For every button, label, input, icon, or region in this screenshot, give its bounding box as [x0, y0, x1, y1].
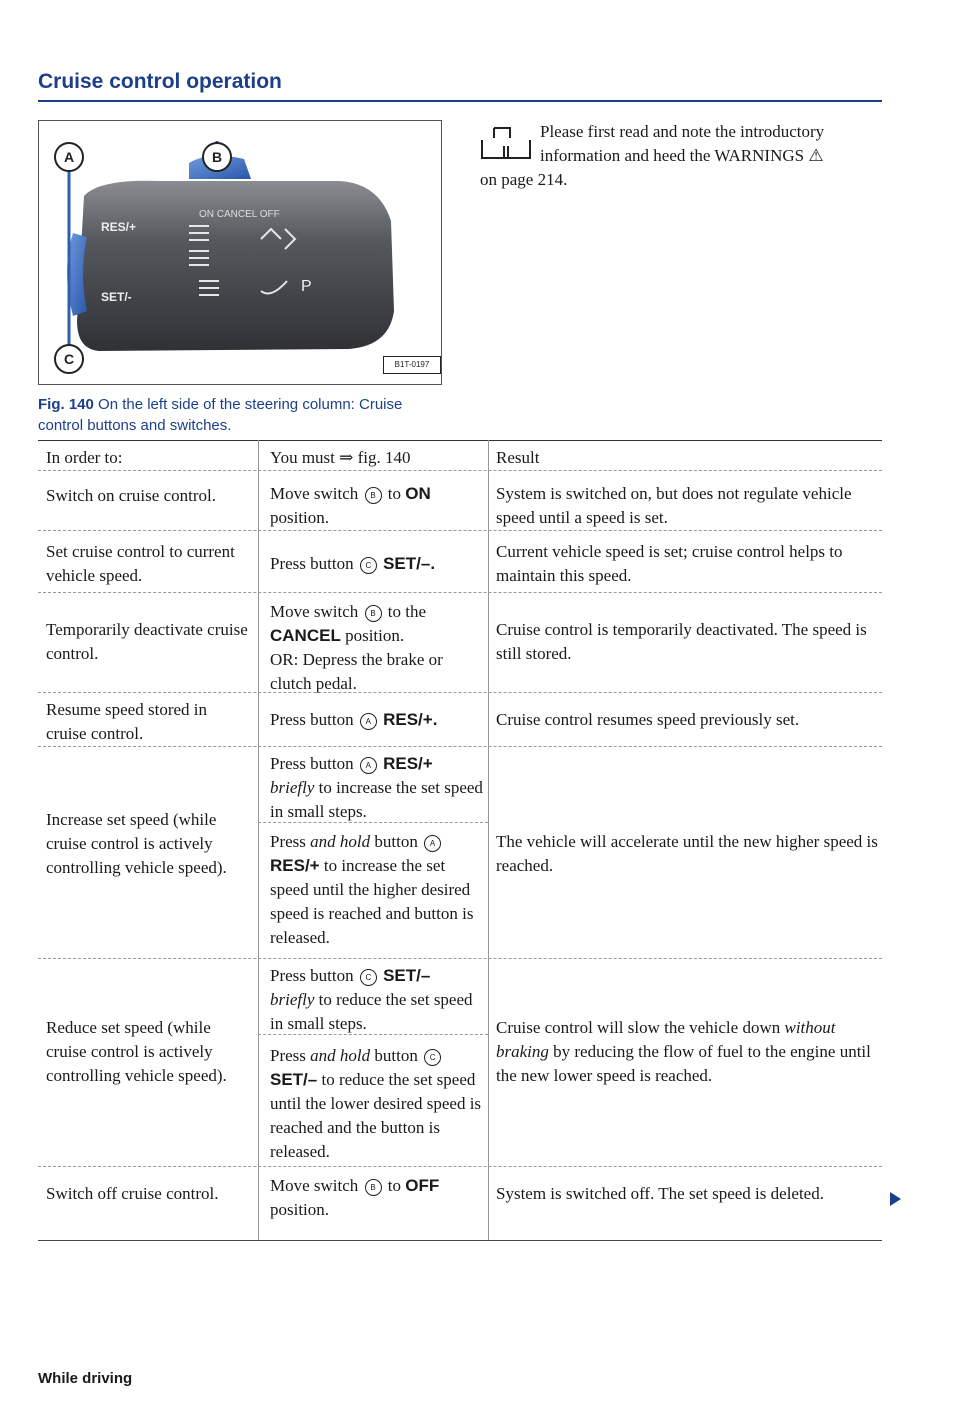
header-col-3: Result	[496, 448, 540, 467]
row-6-button-label-1: SET/–	[383, 966, 431, 985]
note-line-1: Please first read and note the introductory	[540, 122, 825, 141]
row-6-how1-em: briefly	[270, 990, 315, 1009]
row-7-how-c: position.	[270, 1200, 330, 1219]
row-6-result-a: Cruise control will slow the vehicle down	[496, 1018, 781, 1037]
figure-caption-text: On the left side of the steering column: Cruise control buttons and switches.	[38, 396, 403, 434]
row-4-how	[270, 708, 485, 732]
set-label: SET/-	[101, 290, 132, 304]
row-3-or: OR:	[270, 650, 299, 669]
row-6-result-em: without braking	[496, 1018, 836, 1061]
callout-b-icon: B	[365, 1179, 382, 1196]
row-5-how1-a: Press button	[270, 754, 354, 773]
row-7-action: Switch off cruise control.	[46, 1184, 219, 1203]
callout-c-icon: C	[360, 969, 377, 986]
callout-c-icon: C	[424, 1049, 441, 1066]
row-5-how2-b: button	[374, 832, 418, 851]
callout-b-icon: B	[365, 605, 382, 622]
row-6-how1-b: to reduce the set speed in small steps.	[270, 990, 473, 1033]
row-2-action: Set cruise control to current vehicle speed.	[46, 542, 235, 585]
row-3-action: Temporarily deactivate cruise control.	[46, 620, 248, 663]
continue-arrow-icon	[890, 1192, 901, 1206]
row-1-how	[270, 482, 485, 530]
row-2-button-label: SET/–.	[383, 554, 436, 573]
row-6-how-2	[270, 1044, 485, 1164]
col-sep-2	[488, 440, 489, 1240]
row-5-how-2	[270, 830, 485, 950]
callout-c	[55, 345, 83, 373]
row-7-how-a: Move switch	[270, 1176, 359, 1195]
row-6-action: Reduce set speed (while cruise control is actively controlling vehicle speed).	[46, 1018, 227, 1085]
row-5-how1-b: to increase the set speed in small steps.	[270, 778, 483, 821]
row-1-result: System is switched on, but does not regulate vehicle speed until a speed is set.	[496, 484, 852, 527]
row-1-how-b: to	[387, 484, 402, 503]
row-1-switch-label: ON	[405, 484, 431, 503]
row-3-how-d: Depress the brake or clutch pedal.	[270, 650, 443, 693]
note-line-2	[480, 144, 890, 168]
row-5-result: The vehicle will accelerate until the new higher speed is reached.	[496, 832, 878, 875]
lever-illustration	[39, 121, 441, 384]
row-6-button-label-2: SET/–	[270, 1070, 318, 1089]
row-2-how	[270, 552, 485, 576]
note-line-2-text: information and heed the WARNINGS	[540, 146, 805, 165]
title-rule	[38, 100, 882, 102]
note-line-3: on page 214.	[480, 170, 568, 189]
row-7-result: System is switched off. The set speed is deleted.	[496, 1184, 824, 1203]
on-cancel-off-label: ON CANCEL OFF	[199, 209, 280, 220]
row-3-how-c: position.	[345, 626, 405, 645]
row-2-result: Current vehicle speed is set; cruise control helps to maintain this speed.	[496, 542, 843, 585]
row-5-how2-em: and hold	[310, 832, 371, 851]
row-6-result	[496, 1016, 886, 1088]
row-4-how-a: Press button	[270, 710, 354, 729]
row-6-result-b: by reducing the flow of fuel to the engine until the new lower speed is reached.	[496, 1042, 871, 1085]
figure-number: Fig. 140	[38, 396, 94, 413]
row-3-how-b: to the	[387, 602, 427, 621]
row-3-switch-label: CANCEL	[270, 626, 341, 645]
figure-steering-lever	[38, 120, 442, 385]
callout-b-icon: B	[365, 487, 382, 504]
row-5-action: Increase set speed (while cruise control is actively controlling vehicle speed).	[46, 810, 227, 877]
row-7-how-b: to	[387, 1176, 402, 1195]
row-6-how2-em: and hold	[310, 1046, 371, 1065]
callout-a-label: A	[63, 149, 75, 165]
row-5-button-label-2: RES/+	[270, 856, 320, 875]
header-col-1: In order to:	[46, 448, 123, 467]
header-col-2: You must ⇒ fig. 140	[270, 448, 411, 467]
figure-caption	[38, 394, 448, 436]
row-rule	[38, 530, 882, 531]
callout-a-icon: A	[360, 757, 377, 774]
res-label: RES/+	[101, 220, 137, 234]
row-rule	[38, 592, 882, 593]
callout-b-label: B	[211, 149, 223, 165]
row-5-how2-c: to increase the set speed until the higher desired speed is reached and button is released.	[270, 856, 474, 947]
warning-icon: ⚠	[808, 146, 824, 165]
callout-c-icon: C	[360, 557, 377, 574]
row-1-action: Switch on cruise control.	[46, 486, 216, 505]
park-label: P	[301, 278, 312, 295]
row-1-how-c: position.	[270, 508, 330, 527]
row-6-how2-c: to reduce the set speed until the lower desired speed is reached and the button is released.	[270, 1070, 482, 1161]
row-7-switch-label: OFF	[405, 1176, 440, 1195]
table-bottom-rule	[38, 1240, 882, 1241]
row-5-button-label-1: RES/+	[383, 754, 433, 773]
row-6-how2-a: Press	[270, 1046, 306, 1065]
header-col-2-text: You must	[270, 448, 335, 467]
figure-code: B1T-0197	[383, 356, 441, 374]
callout-a-icon: A	[424, 835, 441, 852]
callout-a-icon: A	[360, 713, 377, 730]
lever-body	[77, 181, 394, 351]
row-3-result: Cruise control is temporarily deactivated. The speed is still stored.	[496, 620, 867, 663]
row-5-how2-a: Press	[270, 832, 306, 851]
row-5-how-1	[270, 752, 485, 824]
header-rule	[38, 470, 882, 471]
page-title: Cruise control operation	[38, 70, 282, 93]
header-fig-ref: fig. 140	[357, 448, 411, 467]
row-rule	[38, 958, 882, 959]
col-sep-1	[258, 440, 259, 1240]
row-5-how1-em: briefly	[270, 778, 315, 797]
row-4-action: Resume speed stored in cruise control.	[46, 700, 207, 743]
row-7-how	[270, 1174, 485, 1222]
row-4-button-label: RES/+.	[383, 710, 438, 729]
row-6-how1-a: Press button	[270, 966, 354, 985]
table-top-rule	[38, 440, 882, 441]
row-3-how-a: Move switch	[270, 602, 359, 621]
row-1-how-a: Move switch	[270, 484, 359, 503]
row-2-how-a: Press button	[270, 554, 354, 573]
note-text	[480, 120, 890, 192]
row-6-how2-b: button	[374, 1046, 418, 1065]
callout-a	[55, 143, 83, 171]
page-footer: While driving	[38, 1370, 133, 1387]
callout-b	[203, 143, 231, 171]
row-6-how-1	[270, 964, 485, 1036]
row-rule	[38, 1166, 882, 1167]
row-rule	[38, 746, 882, 747]
callout-c-label: C	[63, 351, 75, 367]
row-4-result: Cruise control resumes speed previously set.	[496, 710, 800, 729]
row-3-how	[270, 600, 485, 696]
